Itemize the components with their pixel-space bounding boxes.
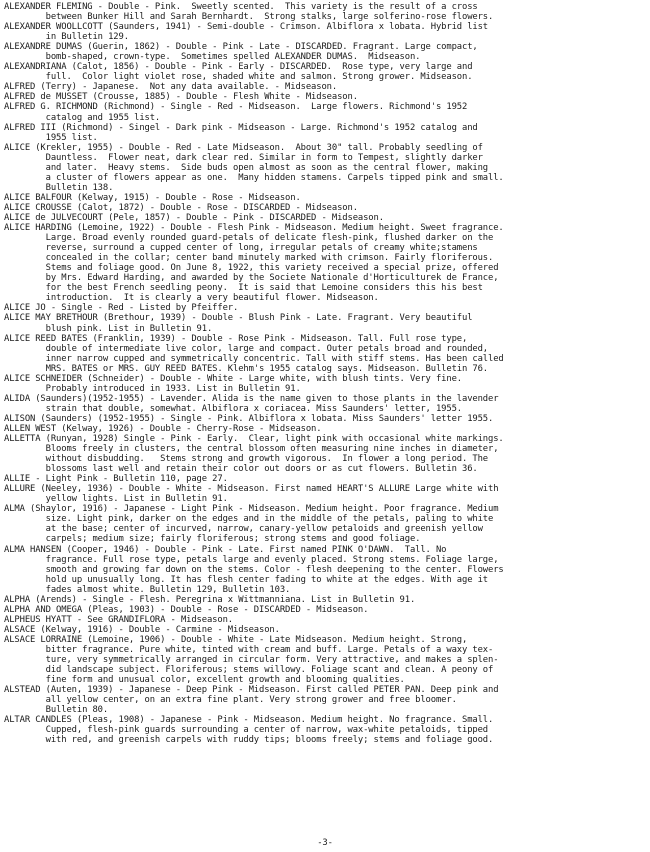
entry-alice-reed-bates: ALICE REED BATES (Franklin, 1939) - Double - Rose Pink - Midseason. Tall. Full rose type, double of intermediate live color, large and compact. Outer petals broad and rounded, inner narrow cupped and symmetrically concentric. Tall with stiff stems. Has been called MRS. BATES or MRS. GUY REED BATES. Klehm's 1955 catalog says. Midseason. Bulletin 76. (4, 333, 504, 374)
entry-alfred-iii: ALFRED III (Richmond) - Singel - Dark pink - Midseason - Large. Richmond's 1952 catalog and 1955 list. (4, 122, 478, 143)
entry-alsace-lorraine: ALSACE LORRAINE (Lemoine, 1906) - Double - White - Late Midseason. Medium height. Strong, bitter fragrance. Pure white, tinted with cream and buff. Large. Petals of a waxy tex- ture, very symmetrically arranged in circular form. Very attractive, and makes a splen- did landscape subject. Floriferous; stems willowy. Foliage scant and clean. A peony of fine form and unusual color, excellent growth and blooming qualities. (4, 634, 499, 686)
entry-alfred-de-musset: ALFRED de MUSSET (Crousse, 1885) - Double - Flesh White - Midseason. (4, 92, 358, 103)
entry-alexandriana: ALEXANDRIANA (Calot, 1856) - Double - Pink - Early - DISCARDED. Rose type, very large and full. Color light violet rose, shaded white and salmon. Strong grower. Midseason. (4, 62, 473, 83)
entry-allie: ALLIE - Light Pink - Bulletin 110, page 27. (4, 474, 228, 485)
entry-alice-harding: ALICE HARDING (Lemoine, 1922) - Double - Flesh Pink - Midseason. Medium height. Sweet fragrance. Large. Broad evenly rounded guard-petals of delicate flesh-pink, flushed darker on the reverse, surround a cupped center of long, irregular petals of creamy white;stamens concealed in the collar; center band minutely marked with crimson. Fairly floriferous. Stems and foliage good. On June 8, 1922, this variety received a special prize, offered by Mrs. Edward Harding, and awarded by the Societe Nationale d'Horticulturek de France, for the best French seedling peony. It is said that Lemoine considers this his best introduction. It is clearly a very beautiful flower. Midseason. (4, 223, 504, 304)
entry-alice-schneider: ALICE SCHNEIDER (Schneider) - Double - White - Large white, with blush tints. Very fine. Probably introduced in 1933. List in Bulletin 91. (4, 373, 462, 394)
entry-alice-crousse: ALICE CROUSSE (Calot, 1872) - Double - Rose - DISCARDED - Midseason. (4, 202, 358, 213)
entry-altar-candles: ALTAR CANDLES (Pleas, 1908) - Japanese - Pink - Midseason. Medium height. No fragrance. Small. Cupped, flesh-pink guards surrounding a center of narrow, wax-white petaloids, tipped with red, and greenish carpels with ruddy tips; blooms freely; stems and foliage good. (4, 715, 494, 746)
entry-alice-may-brethour: ALICE MAY BRETHOUR (Brethour, 1939) - Double - Blush Pink - Late. Fragrant. Very beautiful blush pink. List in Bulletin 91. (4, 313, 473, 334)
entry-alice-jo: ALICE JO - Single - Red - Listed by Pfeiffer. (4, 303, 239, 314)
entry-alice: ALICE (Krekler, 1955) - Double - Red - Late Midseason. About 30" tall. Probably seedling of Dauntless. Flower neat, dark clear red. Similar in form to Tempest, slightly darker and later. Heavy stems. Side buds open almost as soon as the central flower, making a cluster of flowers appear as one. Many hidden stamens. Carpels tipped pink and small. Bulletin 138. (4, 142, 504, 193)
entry-alexandre-dumas: ALEXANDRE DUMAS (Guerin, 1862) - Double - Pink - Late - DISCARDED. Fragrant. Large compact, bomb-shaped, crown-type. Sometimes spelled ALEXANDER DUMAS. Midseason. (4, 42, 478, 63)
entry-alfred: ALFRED (Terry) - Japanese. Not any data available. - Midseason. (4, 82, 338, 93)
entry-alsace: ALSACE (Kelway, 1916) - Double - Carmine - Midseason. (4, 624, 280, 635)
entry-alpheus-hyatt: ALPHEUS HYATT - See GRANDIFLORA - Midseason. (4, 614, 233, 625)
entry-alexander-fleming: ALEXANDER FLEMING - Double - Pink. Sweetly scented. This variety is the result of a cross between Bunker Hill and Sarah Bernhardt. Strong stalks, large solferino-rose flowers. (4, 2, 494, 23)
page-number: -3- (317, 837, 333, 848)
entry-allen-west: ALLEN WEST (Kelway, 1926) - Double - Cherry-Rose - Midseason. (4, 423, 322, 434)
entry-alida: ALIDA (Saunders)(1952-1955) - Lavender. Alida is the name given to those plants in the lavender strain that double, somewhat. Albiflora x coriacea. Miss Saunders' letter, 1955. (4, 393, 499, 414)
entry-alpha-and-omega: ALPHA AND OMEGA (Pleas, 1903) - Double - Rose - DISCARDED - Midseason. (4, 604, 369, 615)
entry-alfred-g-richmond: ALFRED G. RICHMOND (Richmond) - Single - Red - Midseason. Large flowers. Richmond's 1952 catalog and 1955 list. (4, 102, 468, 123)
entry-alma-hansen: ALMA HANSEN (Cooper, 1946) - Double - Pink - Late. First named PINK O'DAWN. Tall. No fragrance. Full rose type, petals large and evenly placed. Strong stems. Foliage large, smooth and growing far down on the stems. Color - flesh deepening to the center. Flowers hold up unusually long. It has flesh center fading to white at the edges. With age it fades almost white. Bulletin 129, Bulletin 103. (4, 544, 504, 595)
entry-alma: ALMA (Shaylor, 1916) - Japanese - Light Pink - Midseason. Medium height. Poor fragrance. Medium size. Light pink, darker on the edges and in the middle of the petals, paling to white at the base; center of incurved, narrow, canary-yellow petaloids and greenish yellow carpels; medium size; fairly floriferous; strong stems and good foliage. (4, 504, 499, 545)
entry-alpha: ALPHA (Arends) - Single - Flesh. Peregrina x Wittmanniana. List in Bulletin 91. (4, 594, 416, 605)
entry-alison: ALISON (Saunders) (1952-1955) - Single - Pink. Albiflora x lobata. Miss Saunders' letter 1955. (4, 413, 494, 424)
entry-alstead: ALSTEAD (Auten, 1939) - Japanese - Deep Pink - Midseason. First called PETER PAN. Deep pink and all yellow center, on an extra fine plant. Very strong grower and free bloomer. Bulletin 80. (4, 685, 499, 716)
entry-alice-de-julvecourt: ALICE de JULVECOURT (Pele, 1857) - Double - Pink - DISCARDED - Midseason. (4, 212, 384, 223)
entry-alletta: ALLETTA (Runyan, 1928) Single - Pink - Early. Clear, light pink with occasional white markings. Blooms freely in clusters, the central blossom often measuring nine inches in diameter, without disbudding. Stems strong and growth vigorous. In flower a long period. The blossoms last well and retain their color out doors or as cut flowers. Bulletin 36. (4, 434, 504, 475)
entry-allure: ALLURE (Neeley, 1936) - Double - White - Midseason. First named HEART'S ALLURE Large white with yellow lights. List in Bulletin 91. (4, 484, 499, 505)
entry-alice-balfour: ALICE BALFOUR (Kelway, 1915) - Double - Rose - Midseason. (4, 192, 301, 203)
entry-alexander-woollcott: ALEXANDER WOOLLCOTT (Saunders, 1941) - Semi-double - Crimson. Albiflora x lobata. Hybrid list in Bulletin 129. (4, 22, 489, 43)
